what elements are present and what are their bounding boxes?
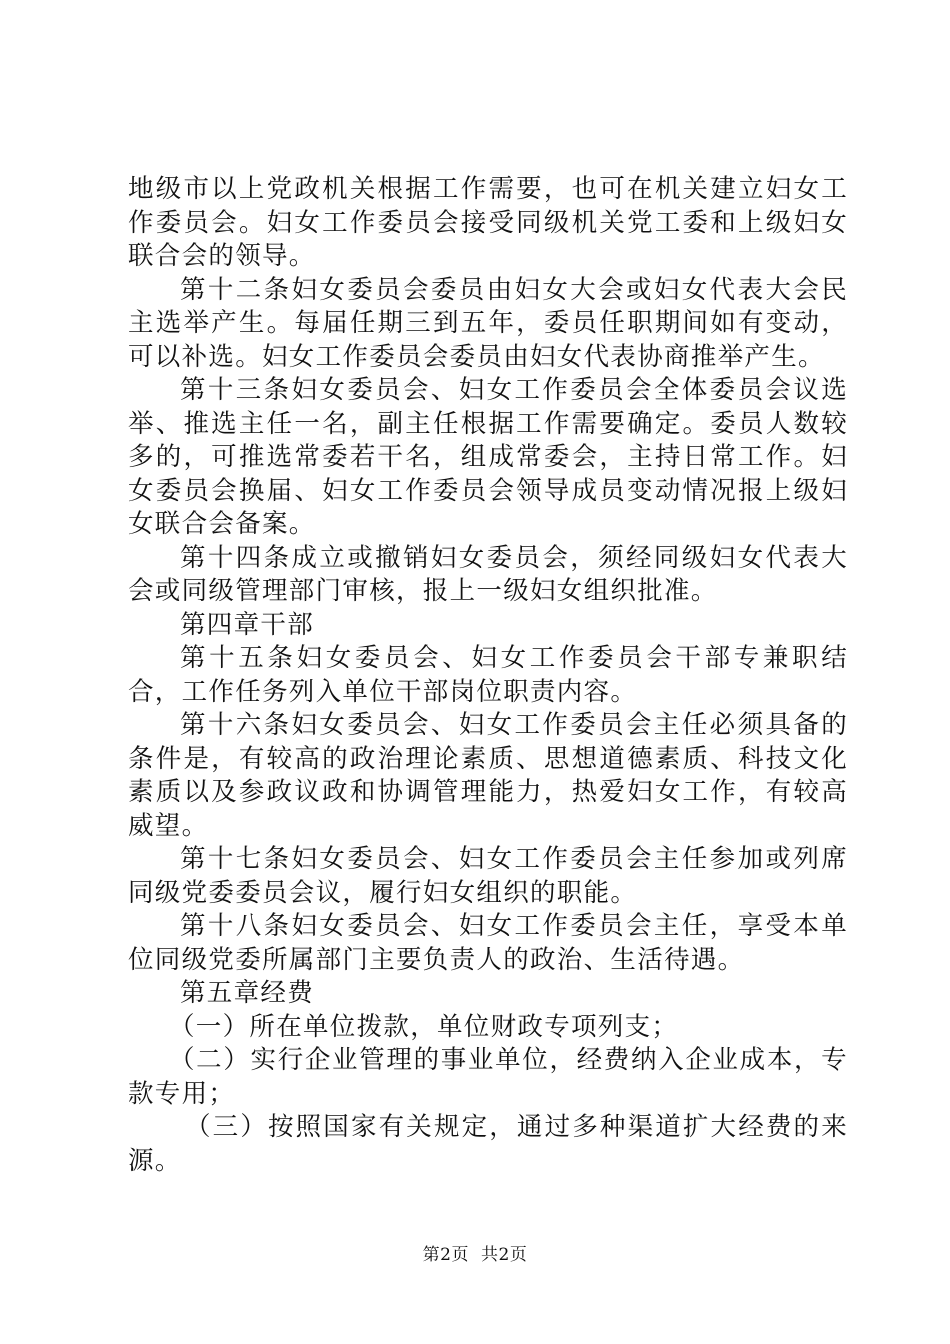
chapter-heading-cadres: 第四章干部 <box>180 609 315 640</box>
funding-item-3: （三）按照国家有关规定，通过多种渠道扩大经费的来源。 <box>128 1112 848 1176</box>
paragraph-article-15: 第十五条妇女委员会、妇女工作委员会干部专兼职结合，工作任务列入单位干部岗位职责内容。 <box>128 643 848 707</box>
page-footer <box>0 1244 950 1266</box>
paragraph-article-13: 第十三条妇女委员会、妇女工作委员会全体委员会议选举、推选主任一名，副主任根据工作需要确定。委员人数较多的，可推选常委若干名，组成常委会，主持日常工作。妇女委员会换届、妇女工作委员会领导成员变动情况报上级妇女联合会备案。 <box>128 375 848 539</box>
paragraph-article-14: 第十四条成立或撤销妇女委员会，须经同级妇女代表大会或同级管理部门审核，报上一级妇女组织批准。 <box>128 542 848 606</box>
paragraph-article-16: 第十六条妇女委员会、妇女工作委员会主任必须具备的条件是，有较高的政治理论素质、思想道德素质、科技文化素质以及参政议政和协调管理能力，热爱妇女工作，有较高威望。 <box>128 710 848 841</box>
funding-item-2: （二）实行企业管理的事业单位，经费纳入企业成本，专款专用； <box>128 1045 848 1109</box>
document-body <box>128 173 848 1178</box>
chapter-heading-funding: 第五章经费 <box>180 978 315 1008</box>
paragraph-article-17: 第十七条妇女委员会、妇女工作委员会主任参加或列席同级党委委员会议，履行妇女组织的职能。 <box>128 844 848 908</box>
page-total: 共2页 <box>481 1245 528 1265</box>
paragraph-intro: 地级市以上党政机关根据工作需要，也可在机关建立妇女工作委员会。妇女工作委员会接受同级机关党工委和上级妇女联合会的领导。 <box>128 174 848 271</box>
paragraph-article-12: 第十二条妇女委员会委员由妇女大会或妇女代表大会民主选举产生。每届任期三到五年，委员任职期间如有变动，可以补选。妇女工作委员会委员由妇女代表协商推举产生。 <box>128 274 848 372</box>
page-number: 第2页 <box>422 1245 469 1265</box>
paragraph-article-18: 第十八条妇女委员会、妇女工作委员会主任，享受本单位同级党委所属部门主要负责人的政治、生活待遇。 <box>128 911 848 975</box>
funding-item-1: （一）所在单位拨款，单位财政专项列支； <box>169 1011 679 1042</box>
